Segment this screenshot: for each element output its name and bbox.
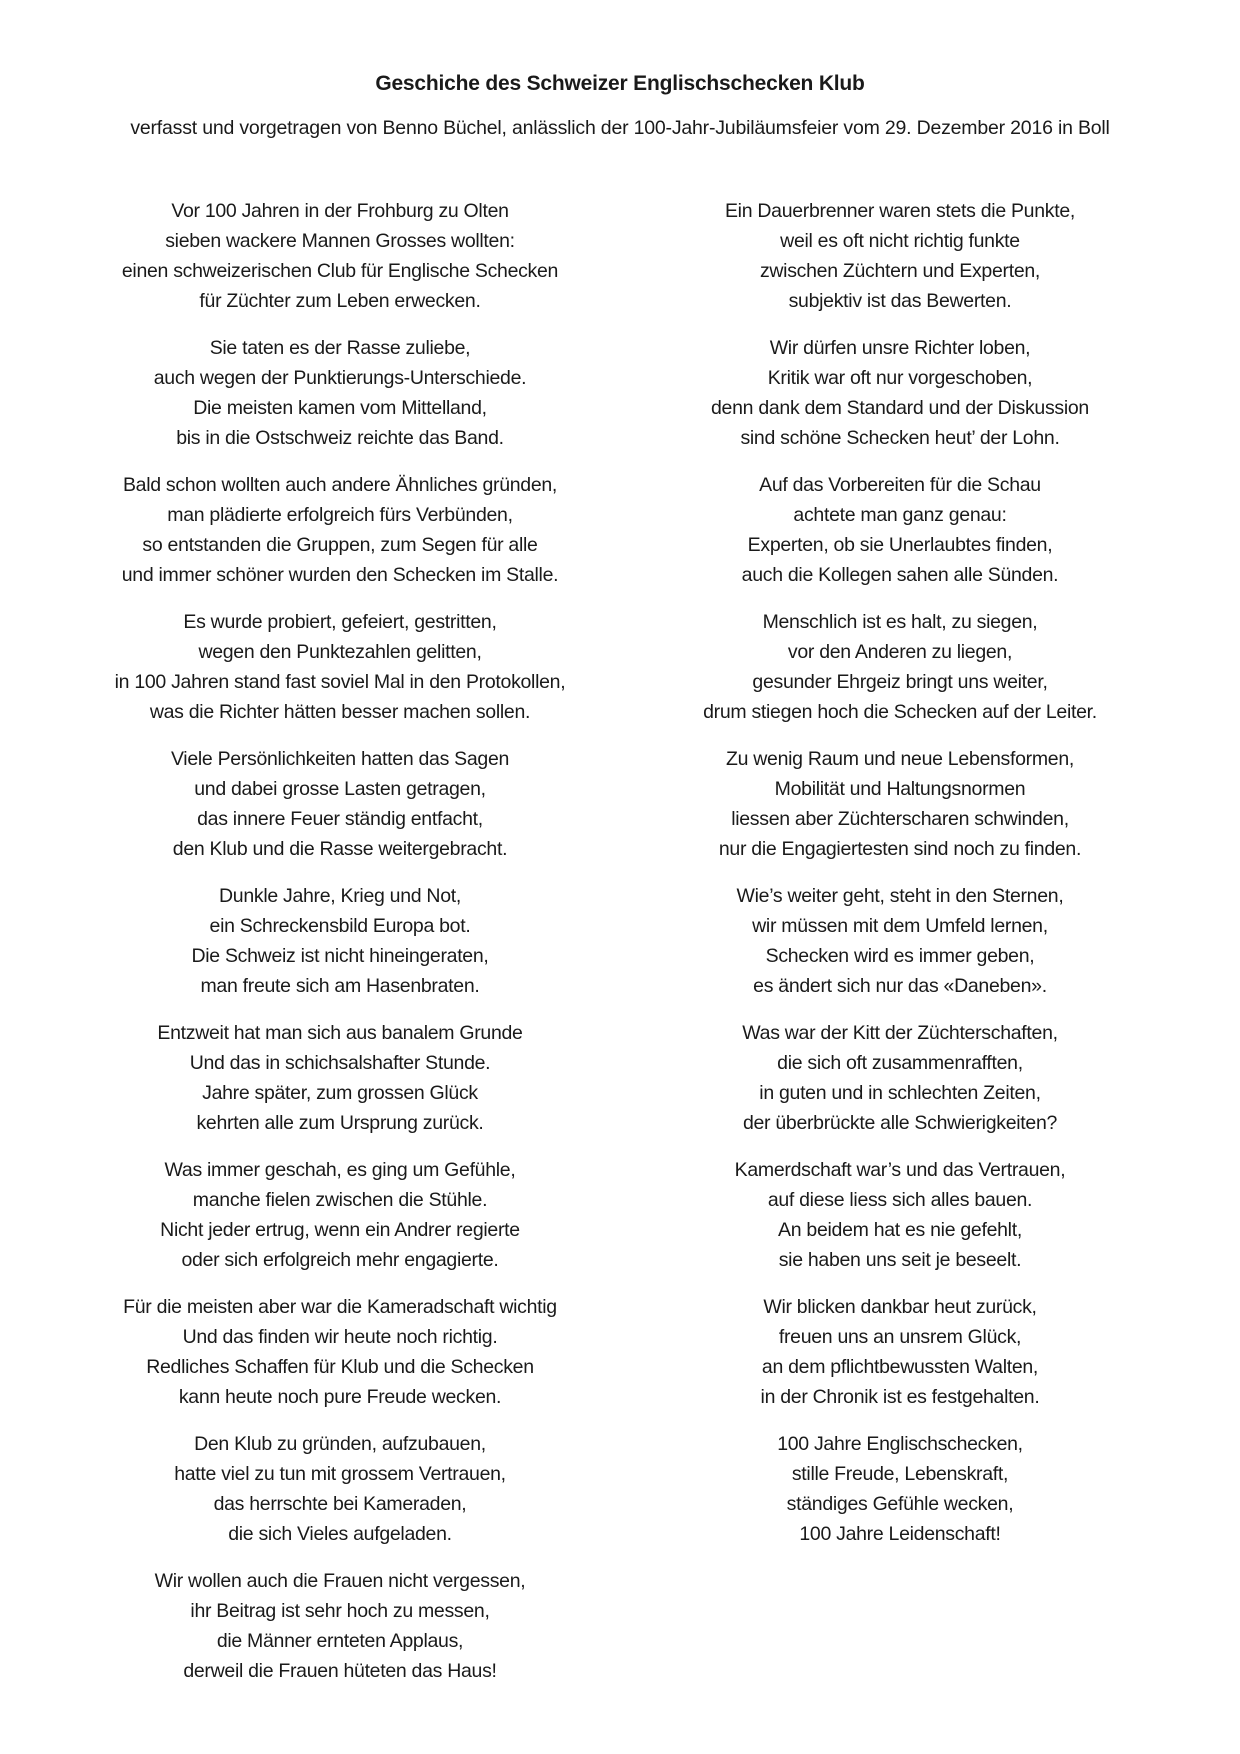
poem-line: Redliches Schaffen für Klub und die Schecken — [146, 1356, 534, 1378]
poem-line: wir müssen mit dem Umfeld lernen, — [752, 915, 1048, 937]
poem-line: Bald schon wollten auch andere Ähnliches gründen, — [122, 474, 558, 496]
poem-stanza — [40, 196, 640, 316]
poem-line: Viele Persönlichkeiten hatten das Sagen — [170, 748, 510, 770]
poem-line: kann heute noch pure Freude wecken. — [178, 1386, 502, 1408]
poem-stanza — [600, 1018, 1200, 1138]
poem-stanza — [40, 744, 640, 864]
poem-stanza — [40, 333, 640, 453]
poem-line: Den Klub zu gründen, aufzubauen, — [194, 1433, 486, 1455]
poem-line: sind schöne Schecken heut’ der Lohn. — [740, 427, 1060, 449]
poem-line: ihr Beitrag ist sehr hoch zu messen, — [190, 1600, 490, 1622]
poem-line: derweil die Frauen hüteten das Haus! — [183, 1660, 497, 1682]
poem-line: Wie’s weiter geht, steht in den Sternen, — [736, 885, 1064, 907]
poem-stanza — [40, 607, 640, 727]
poem-stanza — [40, 1018, 640, 1138]
poem-line: subjektiv ist das Bewerten. — [788, 290, 1012, 312]
poem-line: achtete man ganz genau: — [793, 504, 1007, 526]
poem-line: hatte viel zu tun mit grossem Vertrauen, — [174, 1463, 506, 1485]
poem-line: auch wegen der Punktierungs-Unterschiede. — [153, 367, 527, 389]
poem-line: Entzweit hat man sich aus banalem Grunde — [157, 1022, 523, 1044]
poem-line: und immer schöner wurden den Schecken im Stalle. — [121, 564, 559, 586]
poem-line: Was immer geschah, es ging um Gefühle, — [164, 1159, 516, 1181]
poem-stanza — [40, 881, 640, 1001]
poem-stanza — [600, 1429, 1200, 1549]
poem-line: kehrten alle zum Ursprung zurück. — [196, 1112, 484, 1134]
poem-stanza — [600, 744, 1200, 864]
poem-line: Und das finden wir heute noch richtig. — [182, 1326, 498, 1348]
poem-line: einen schweizerischen Club für Englische Schecken — [121, 260, 559, 282]
poem-stanza — [40, 1155, 640, 1275]
poem-line: den Klub und die Rasse weitergebracht. — [172, 838, 508, 860]
poem-line: gesunder Ehrgeiz bringt uns weiter, — [752, 671, 1048, 693]
poem-line: in guten und in schlechten Zeiten, — [759, 1082, 1041, 1104]
poem-line: für Züchter zum Leben erwecken. — [199, 290, 481, 312]
poem-line: Dunkle Jahre, Krieg und Not, — [219, 885, 461, 907]
poem-stanza — [600, 333, 1200, 453]
poem-line: ständiges Gefühle wecken, — [786, 1493, 1014, 1515]
poem-line: Wir wollen auch die Frauen nicht vergessen, — [154, 1570, 526, 1592]
poem-line: sie haben uns seit je beseelt. — [778, 1249, 1022, 1271]
poem-line: oder sich erfolgreich mehr engagierte. — [181, 1249, 499, 1271]
poem-line: zwischen Züchtern und Experten, — [759, 260, 1041, 282]
poem-line: man freute sich am Hasenbraten. — [200, 975, 480, 997]
poem-line: 100 Jahre Leidenschaft! — [799, 1523, 1001, 1545]
poem-line: in der Chronik ist es festgehalten. — [760, 1386, 1040, 1408]
poem-line: manche fielen zwischen die Stühle. — [192, 1189, 488, 1211]
poem-line: die sich Vieles aufgeladen. — [228, 1523, 452, 1545]
poem-line: vor den Anderen zu liegen, — [787, 641, 1013, 663]
poem-line: Wir dürfen unsre Richter loben, — [769, 337, 1031, 359]
poem-line: Kamerdschaft war’s und das Vertrauen, — [734, 1159, 1066, 1181]
poem-line: Auf das Vorbereiten für die Schau — [759, 474, 1041, 496]
poem-line: weil es oft nicht richtig funkte — [780, 230, 1020, 252]
poem-stanza — [40, 470, 640, 590]
poem-stanza — [40, 1429, 640, 1549]
poem-line: so entstanden die Gruppen, zum Segen für alle — [142, 534, 538, 556]
poem-line: und dabei grosse Lasten getragen, — [194, 778, 486, 800]
poem-stanza — [600, 607, 1200, 727]
poem-line: in 100 Jahren stand fast soviel Mal in den Protokollen, — [114, 671, 566, 693]
poem-line: wegen den Punktezahlen gelitten, — [198, 641, 482, 663]
poem-line: Was war der Kitt der Züchterschaften, — [742, 1022, 1058, 1044]
poem-line: der überbrückte alle Schwierigkeiten? — [742, 1112, 1058, 1134]
poem-line: drum stiegen hoch die Schecken auf der Leiter. — [703, 701, 1097, 723]
poem-line: ein Schreckensbild Europa bot. — [209, 915, 471, 937]
poem-line: Es wurde probiert, gefeiert, gestritten, — [183, 611, 497, 633]
poem-stanza — [40, 1292, 640, 1412]
poem-line: Jahre später, zum grossen Glück — [202, 1082, 478, 1104]
poem-line: Wir blicken dankbar heut zurück, — [763, 1296, 1037, 1318]
poem-line: stille Freude, Lebenskraft, — [791, 1463, 1009, 1485]
poem-line: 100 Jahre Englischschecken, — [777, 1433, 1023, 1455]
poem-line: was die Richter hätten besser machen sollen. — [149, 701, 531, 723]
poem-line: liessen aber Züchterscharen schwinden, — [731, 808, 1069, 830]
poem-line: die Männer ernteten Applaus, — [216, 1630, 464, 1652]
poem-stanza — [600, 881, 1200, 1001]
poem-line: das innere Feuer ständig entfacht, — [197, 808, 483, 830]
poem-stanza — [600, 1292, 1200, 1412]
poem-line: Experten, ob sie Unerlaubtes finden, — [747, 534, 1053, 556]
poem-line: es ändert sich nur das «Daneben». — [753, 975, 1047, 997]
poem-stanza — [40, 1566, 640, 1686]
poem-line: Und das in schichsalshafter Stunde. — [189, 1052, 491, 1074]
document-title: Geschiche des Schweizer Englischschecken Klub — [375, 72, 865, 95]
poem-line: das herrschte bei Kameraden, — [213, 1493, 467, 1515]
poem-stanza — [600, 196, 1200, 316]
poem-line: nur die Engagiertesten sind noch zu finden. — [718, 838, 1082, 860]
poem-line: auch die Kollegen sahen alle Sünden. — [741, 564, 1059, 586]
poem-line: Die meisten kamen vom Mittelland, — [193, 397, 487, 419]
poem-line: die sich oft zusammenrafften, — [777, 1052, 1023, 1074]
poem-line: Vor 100 Jahren in der Frohburg zu Olten — [171, 200, 509, 222]
poem-line: Kritik war oft nur vorgeschoben, — [767, 367, 1033, 389]
poem-line: sieben wackere Mannen Grosses wollten: — [165, 230, 515, 252]
poem-line: man plädierte erfolgreich fürs Verbünden, — [167, 504, 513, 526]
poem-line: auf diese liess sich alles bauen. — [767, 1189, 1033, 1211]
poem-line: an dem pflichtbewussten Walten, — [761, 1356, 1039, 1378]
poem-line: Sie taten es der Rasse zuliebe, — [209, 337, 471, 359]
poem-line: An beidem hat es nie gefehlt, — [778, 1219, 1022, 1241]
poem-line: Für die meisten aber war die Kameradschaft wichtig — [123, 1296, 557, 1318]
poem-line: Zu wenig Raum und neue Lebensformen, — [725, 748, 1074, 770]
poem-line: Schecken wird es immer geben, — [765, 945, 1035, 967]
poem-line: freuen uns an unsrem Glück, — [778, 1326, 1022, 1348]
poem-stanza — [600, 1155, 1200, 1275]
poem-line: Nicht jeder ertrug, wenn ein Andrer regierte — [160, 1219, 520, 1241]
poem-line: Mobilität und Haltungsnormen — [774, 778, 1026, 800]
poem-line: bis in die Ostschweiz reichte das Band. — [176, 427, 504, 449]
poem-line: Menschlich ist es halt, zu siegen, — [762, 611, 1038, 633]
poem-line: Die Schweiz ist nicht hineingeraten, — [191, 945, 489, 967]
poem-line: denn dank dem Standard und der Diskussion — [711, 397, 1089, 419]
document-subtitle: verfasst und vorgetragen von Benno Büchel, anlässlich der 100-Jahr-Jubiläumsfeier vom 29. Dezember 2016 in Boll — [130, 117, 1110, 139]
poem-line: Ein Dauerbrenner waren stets die Punkte, — [724, 200, 1076, 222]
poem-stanza — [600, 470, 1200, 590]
